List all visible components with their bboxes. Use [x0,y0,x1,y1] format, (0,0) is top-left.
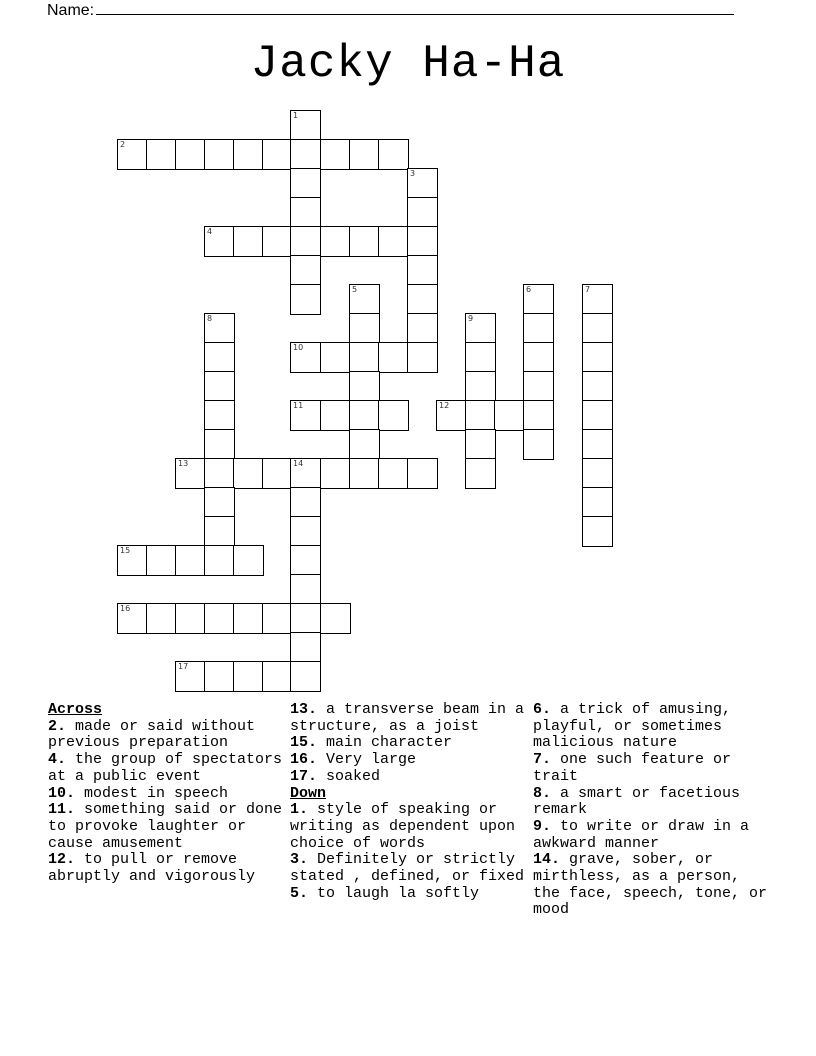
crossword-cell[interactable] [262,226,293,257]
crossword-cell[interactable] [407,313,438,344]
crossword-cell[interactable] [465,313,496,344]
clue-number: 6 [526,285,532,294]
crossword-cell[interactable] [290,255,321,286]
clue-item [290,852,526,885]
crossword-cell[interactable] [349,284,380,315]
clue-item [533,786,773,819]
crossword-cell[interactable] [204,603,235,634]
clue-item [290,735,526,752]
crossword-cell[interactable] [204,429,235,460]
clue-item [533,752,773,785]
clue-item [48,786,284,803]
crossword-cell[interactable] [175,139,206,170]
clue-item [533,819,773,852]
crossword-cell[interactable] [262,661,293,692]
crossword-cell[interactable] [204,545,235,576]
clue-number: 4 [207,227,213,236]
crossword-cell[interactable] [582,516,613,547]
crossword-cell[interactable] [465,429,496,460]
crossword-cell[interactable] [465,458,496,489]
crossword-cell[interactable] [523,284,554,315]
clue-item-text: a transverse beam in a structure, as a joist [290,701,525,735]
crossword-cell[interactable] [290,197,321,228]
down-heading: Down [290,784,327,802]
crossword-cell[interactable] [378,400,409,431]
clues-column-1 [48,702,284,886]
crossword-cell[interactable] [582,342,613,373]
crossword-cell[interactable] [233,545,264,576]
crossword-cell[interactable] [349,429,380,460]
clue-item-number: 11. [48,801,85,819]
crossword-cell[interactable] [582,429,613,460]
crossword-cell[interactable] [290,603,321,634]
crossword-cell[interactable] [523,371,554,402]
clue-item-number: 12. [48,851,85,869]
crossword-cell[interactable] [290,516,321,547]
clue-item-text: one such feature or trait [533,751,732,785]
crossword-cell[interactable] [407,255,438,286]
crossword-cell[interactable] [582,400,613,431]
crossword-cell[interactable] [262,139,293,170]
clue-item-number: 3. [290,851,318,869]
crossword-cell[interactable] [117,545,148,576]
clue-item [48,752,284,785]
crossword-cell[interactable] [290,661,321,692]
clue-item [290,702,526,735]
clue-item [290,886,526,903]
crossword-cell[interactable] [320,603,351,634]
crossword-cell[interactable] [320,342,351,373]
clues-column-3 [533,702,773,919]
across-clue-list [48,719,284,886]
clue-number: 11 [293,401,304,410]
clue-item-number: 10. [48,784,85,802]
clue-item-text: grave, sober, or mirthless, as a person, the face, speech, tone, or mood [533,851,768,919]
crossword-cell[interactable] [523,342,554,373]
crossword-cell[interactable] [290,226,321,257]
clue-item-number: 4. [48,751,76,769]
clue-item-text: a smart or facetious remark [533,784,741,819]
crossword-cell[interactable] [233,603,264,634]
crossword-cell[interactable] [407,458,438,489]
crossword-cell[interactable] [320,139,351,170]
crossword-cell[interactable] [204,226,235,257]
crossword-cell[interactable] [465,342,496,373]
crossword-cell[interactable] [290,458,321,489]
clue-item-text: Definitely or strictly stated , defined, or fixed [290,851,525,886]
crossword-cell[interactable] [349,371,380,402]
across-heading: Across [48,701,103,718]
crossword-cell[interactable] [349,226,380,257]
clue-number: 3 [410,169,416,178]
clue-item-text: made or said without previous preparation [48,717,256,752]
clue-item [533,852,773,919]
clue-item-text: main character [326,734,453,752]
clue-item [290,752,526,769]
crossword-cell[interactable] [582,371,613,402]
crossword-cell[interactable] [175,661,206,692]
clue-number: 14 [293,459,304,468]
crossword-cell[interactable] [378,226,409,257]
down-clue-list [290,802,526,902]
clues-column-2 [290,702,526,902]
clue-item-text: to laugh la softly [317,884,480,902]
crossword-cell[interactable] [233,661,264,692]
crossword-cell[interactable] [582,458,613,489]
crossword-cell[interactable] [320,226,351,257]
clue-item-number: 9. [533,817,561,835]
crossword-cell[interactable] [320,400,351,431]
crossword-cell[interactable] [407,168,438,199]
crossword-cell[interactable] [407,226,438,257]
crossword-cell[interactable] [233,226,264,257]
crossword-cell[interactable] [582,487,613,518]
across-clue-list-continued [290,702,526,786]
crossword-cell[interactable] [349,313,380,344]
clue-number: 12 [439,401,450,410]
crossword-cell[interactable] [204,400,235,431]
clue-item-number: 1. [290,801,318,819]
crossword-cell[interactable] [290,284,321,315]
clue-item-text: to pull or remove abruptly and vigorously [48,851,256,886]
crossword-cell[interactable] [290,545,321,576]
crossword-cell[interactable] [407,197,438,228]
clue-item-text: modest in speech [84,784,229,802]
crossword-cell[interactable] [146,139,177,170]
clue-number: 1 [293,111,299,120]
clue-item-number: 6. [533,701,561,718]
crossword-cell[interactable] [204,661,235,692]
clue-item-text: something said or done to provoke laughter or cause amusement [48,801,283,852]
crossword-cell[interactable] [204,313,235,344]
down-clue-list-continued [533,702,773,919]
clue-number: 10 [293,343,304,352]
crossword-cell[interactable] [204,371,235,402]
clue-item-number: 13. [290,701,327,718]
crossword-cell[interactable] [290,574,321,605]
crossword-cell[interactable] [320,458,351,489]
crossword-cell[interactable] [290,110,321,141]
crossword-cell[interactable] [233,139,264,170]
crossword-cell[interactable] [290,632,321,663]
crossword-cell[interactable] [204,516,235,547]
clue-number: 2 [120,140,126,149]
crossword-cell[interactable] [349,400,380,431]
name-label: Name: [47,2,95,19]
clue-item [290,802,526,852]
crossword-cell[interactable] [290,139,321,170]
crossword-cell[interactable] [290,400,321,431]
clue-number: 17 [178,662,189,671]
clue-item-number: 16. [290,751,327,769]
clue-item [533,702,773,752]
clue-item-number: 17. [290,767,327,785]
crossword-cell[interactable] [582,313,613,344]
crossword-cell[interactable] [523,400,554,431]
clue-number: 15 [120,546,131,555]
clue-item-text: style of speaking or writing as dependent upon choice of words [290,801,516,852]
clue-number: 7 [585,285,591,294]
crossword-cell[interactable] [349,342,380,373]
clue-item-number: 15. [290,734,327,752]
clue-item-number: 14. [533,851,570,869]
clue-item-text: soaked [326,767,381,785]
puzzle-title: Jacky Ha-Ha [250,38,566,90]
crossword-cell[interactable] [378,342,409,373]
crossword-cell[interactable] [349,139,380,170]
clue-item-text: the group of spectators at a public event [48,751,283,785]
crossword-cell[interactable] [378,458,409,489]
crossword-cell[interactable] [146,603,177,634]
clue-item [48,719,284,752]
crossword-cell[interactable] [146,545,177,576]
crossword-cell[interactable] [436,400,467,431]
clue-number: 13 [178,459,189,468]
crossword-cell[interactable] [290,168,321,199]
crossword-cell[interactable] [175,545,206,576]
clue-item [48,852,284,885]
crossword-cell[interactable] [233,458,264,489]
clue-item-text: Very large [326,751,417,769]
crossword-cell[interactable] [117,603,148,634]
crossword-cell[interactable] [349,458,380,489]
clue-item-number: 2. [48,717,76,735]
crossword-cell[interactable] [175,458,206,489]
clue-item-text: to write or draw in a awkward manner [533,817,750,852]
clue-number: 16 [120,604,131,613]
crossword-cell[interactable] [465,400,496,431]
crossword-cell[interactable] [204,487,235,518]
crossword-cell[interactable] [582,284,613,315]
crossword-cell[interactable] [523,429,554,460]
crossword-cell[interactable] [204,342,235,373]
crossword-cell[interactable] [465,371,496,402]
crossword-cell[interactable] [378,139,409,170]
clue-number: 9 [468,314,474,323]
crossword-cell[interactable] [290,487,321,518]
crossword-cell[interactable] [407,284,438,315]
clue-item [48,802,284,852]
clue-number: 8 [207,314,213,323]
clue-number: 5 [352,285,358,294]
crossword-cell[interactable] [175,603,206,634]
crossword-cell[interactable] [290,342,321,373]
crossword-cell[interactable] [204,458,235,489]
crossword-cell[interactable] [204,139,235,170]
clue-item [290,769,526,786]
clue-item-number: 5. [290,884,318,902]
clue-item-number: 8. [533,784,561,802]
crossword-cell[interactable] [262,603,293,634]
crossword-cell[interactable] [407,342,438,373]
clue-item-number: 7. [533,751,561,769]
clue-item-text: a trick of amusing, playful, or sometimes malicious nature [533,701,732,752]
crossword-cell[interactable] [262,458,293,489]
crossword-cell[interactable] [494,400,525,431]
crossword-cell[interactable] [523,313,554,344]
crossword-cell[interactable] [117,139,148,170]
